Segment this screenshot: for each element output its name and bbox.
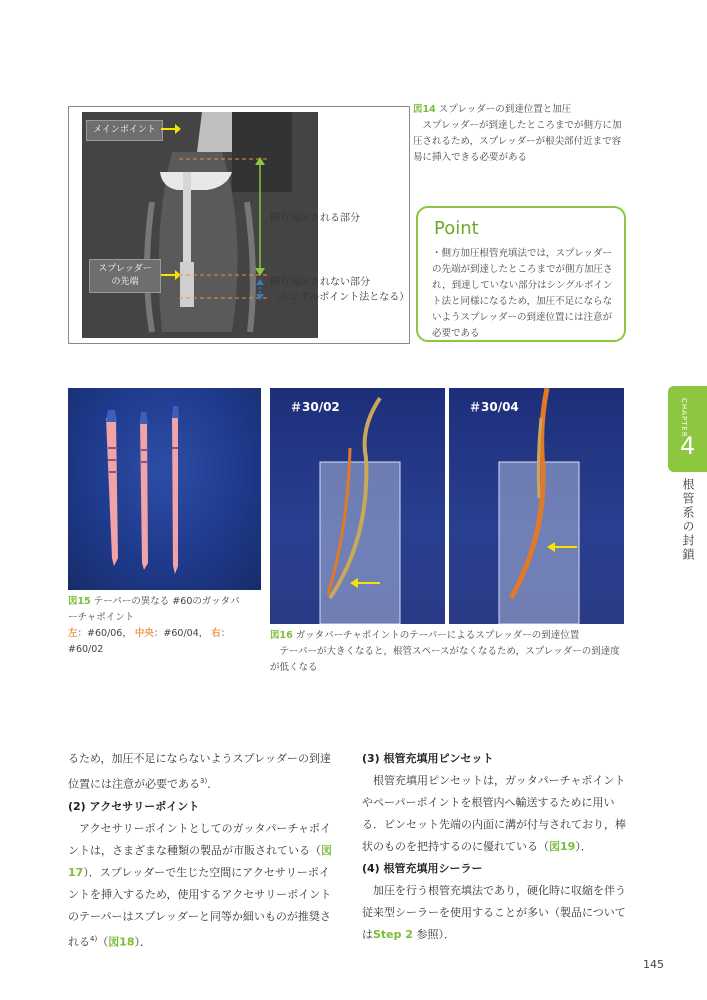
right-value: ： bbox=[220, 628, 231, 639]
text: ）． bbox=[134, 935, 151, 949]
text: （ bbox=[97, 935, 109, 949]
text: 根管充填用ピンセットは，ガッタパーチャポイントやペーパーポイントを根管内へ輸送するために用いる．ピンセット先端の内面に溝が付与されており，棒状のものを把持するのに優れている（ bbox=[362, 774, 626, 853]
chapter-number: 4 bbox=[680, 432, 696, 460]
taper-tag-left: ＃30/02 bbox=[290, 400, 340, 414]
chapter-title: 根管系の封鎖 bbox=[681, 478, 695, 562]
main-point-label: メインポイント bbox=[86, 120, 163, 141]
text: アクセサリーポイントとしてのガッタパーチャポイントは，さまざまな種類の製品が市販されている（ bbox=[68, 821, 332, 857]
caption-title: ガッタパーチャポイントのテーパーによるスプレッダーの到達位置 bbox=[295, 630, 580, 641]
figure-14-caption bbox=[413, 102, 625, 166]
spreader-block-left bbox=[270, 388, 445, 624]
text: 参照）． bbox=[413, 928, 455, 941]
text: ． bbox=[207, 777, 219, 791]
chapter-word: CHAPTER bbox=[680, 398, 688, 438]
body-left-column bbox=[68, 748, 338, 953]
spreader-tip-label bbox=[89, 259, 161, 293]
figure-16-caption bbox=[270, 628, 626, 676]
spreader-block-right bbox=[449, 388, 624, 624]
unpressed-line2: （シングルポイント法となる） bbox=[270, 292, 410, 303]
center-label: 中央 bbox=[134, 628, 154, 639]
last-value: #60/02 bbox=[68, 644, 104, 655]
footnote: 4) bbox=[90, 934, 98, 943]
paragraph bbox=[362, 880, 628, 946]
footnote: 3) bbox=[200, 777, 208, 785]
point-box bbox=[416, 206, 626, 342]
range-arrows bbox=[253, 157, 267, 303]
text: ）．スプレッダーで生じた空間にアクセサリーポイントを挿入するため，使用するアクセサリーポイントのテーパーはスプレッダーと同等か細いものが推奨される bbox=[68, 865, 332, 949]
section-heading: (4) 根管充填用シーラー bbox=[362, 862, 483, 875]
taper-tag-right: ＃30/04 bbox=[469, 400, 519, 414]
caption-number: 図15 bbox=[68, 596, 91, 607]
unpressed-area-label bbox=[270, 275, 409, 305]
figure-15-caption bbox=[68, 594, 248, 658]
point-title: Point bbox=[434, 218, 479, 239]
center-value: ：#60/04， bbox=[153, 628, 209, 639]
paragraph bbox=[362, 770, 628, 858]
point-text: ・側方加圧根管充填法では，スプレッダーの先端が到達したところまでが側方加圧され，到達していない部分はシングルポイント法と同様になるため，加圧不足にならないようスプレッダーの到達位置には注意が必要である bbox=[432, 248, 613, 339]
unpressed-line1: 側方加圧されない部分 bbox=[270, 277, 370, 288]
figure-15-photo bbox=[68, 388, 261, 590]
paragraph bbox=[68, 818, 338, 954]
text: 加圧を行う根管充填法であり，硬化時に収縮を伴う従来型シーラーを使用することが多い（製品については bbox=[362, 884, 626, 941]
gutta-percha-points bbox=[68, 388, 261, 590]
arrow-icon bbox=[161, 123, 181, 135]
section-heading: (2) アクセサリーポイント bbox=[68, 799, 200, 813]
spreader-label-line1: スプレッダー bbox=[98, 264, 152, 274]
figure-16-right-photo bbox=[449, 388, 624, 624]
figure-16-left-photo bbox=[270, 388, 445, 624]
left-label: 左 bbox=[68, 628, 78, 639]
caption-body: テーパーが大きくなると，根管スペースがなくなるため，スプレッダーの到達度が低くなる bbox=[270, 646, 620, 673]
caption-number: 図14 bbox=[413, 104, 436, 115]
pressed-area-label: 側方加圧される部分 bbox=[270, 213, 360, 224]
caption-title: スプレッダーの到達位置と加圧 bbox=[438, 104, 572, 115]
text: ）． bbox=[575, 840, 592, 853]
page-number: 145 bbox=[643, 958, 664, 971]
figure-ref: 図17 bbox=[68, 843, 332, 879]
figure-14 bbox=[68, 106, 410, 344]
chapter-tab bbox=[668, 386, 707, 472]
figure-ref: 図19 bbox=[549, 840, 576, 853]
spreader-label-line2: の先端 bbox=[111, 277, 139, 287]
left-value: ：#60/06， bbox=[77, 628, 132, 639]
caption-title: テーパーの異なる #60のガッタパーチャポイント bbox=[68, 596, 240, 623]
caption-number: 図16 bbox=[270, 630, 293, 641]
section-heading: (3) 根管充填用ピンセット bbox=[362, 752, 494, 765]
step-ref: Step 2 bbox=[373, 928, 413, 941]
arrow-icon bbox=[161, 269, 181, 281]
caption-body: スプレッダーが到達したところまでが側方に加圧されるため，スプレッダーが根尖部付近まで容易に挿入できる必要がある bbox=[413, 120, 622, 163]
body-right-column bbox=[362, 748, 628, 946]
paragraph bbox=[68, 748, 338, 796]
text: るため，加圧不足にならないようスプレッダーの到達位置には注意が必要である bbox=[68, 752, 332, 791]
figure-ref: 図18 bbox=[108, 935, 135, 949]
right-label: 右 bbox=[211, 628, 221, 639]
